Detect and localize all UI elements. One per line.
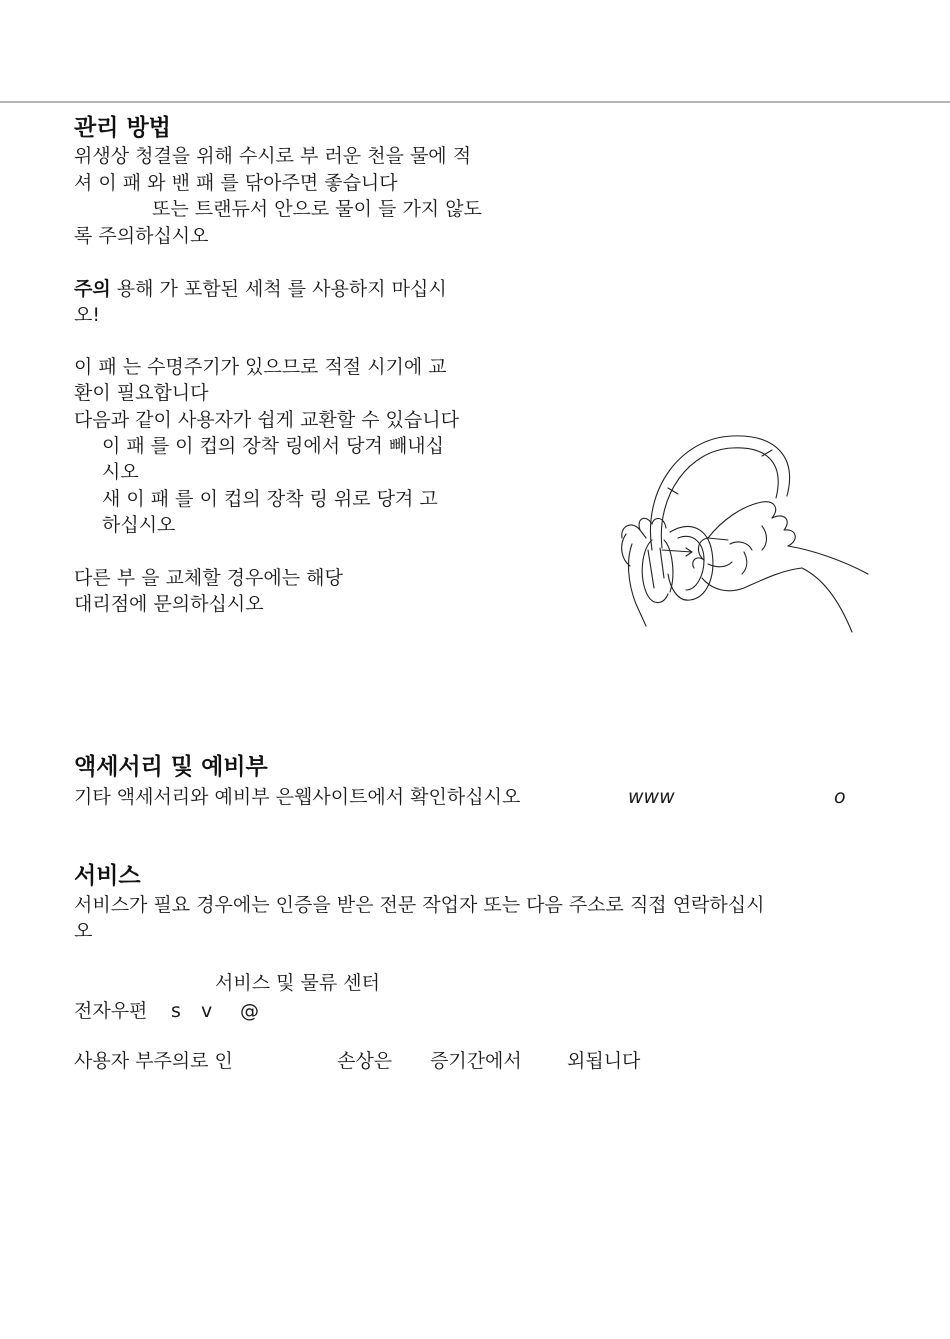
email-at-sign: @ bbox=[240, 1000, 259, 1022]
service-line-2: 오 bbox=[74, 920, 93, 942]
email-fragment-v: v bbox=[201, 1000, 213, 1022]
care-line-2: 셔 이 패 와 밴 패 를 닦아주면 좋습니다 bbox=[74, 172, 398, 194]
care-line-4: 록 주의하십시오 bbox=[74, 225, 209, 247]
headphones-ear-pad-replacement-illustration bbox=[612, 428, 874, 633]
lifespan-line-1: 이 패 는 수명주기가 있으므로 적절 시기에 교 bbox=[74, 356, 447, 378]
care-line-1: 위생상 청결을 위해 수시로 부 러운 천을 물에 적 bbox=[74, 145, 472, 167]
website-link[interactable]: www bbox=[628, 786, 675, 808]
lifespan-line-2: 환이 필요합니다 bbox=[74, 382, 209, 404]
warranty-part-1: 사용자 부주의로 인 bbox=[74, 1050, 233, 1072]
warranty-part-4: 외됩니다 bbox=[567, 1050, 641, 1072]
care-heading: 관리 방법 bbox=[74, 115, 171, 141]
service-heading: 서비스 bbox=[74, 863, 141, 889]
service-line-1: 서비스가 필요 경우에는 인증을 받은 전문 작업자 또는 다음 주소로 직접 연락하십시 bbox=[74, 894, 765, 916]
care-line-3: 또는 트랜듀서 안으로 물이 들 가지 않도 bbox=[152, 198, 482, 220]
email-label: 전자우편 bbox=[74, 1000, 148, 1022]
caution-text: 용해 가 포함된 세척 를 사용하지 마십시 bbox=[116, 278, 447, 300]
caution-label: 주의 bbox=[74, 278, 111, 300]
replace-intro: 다음과 같이 사용자가 쉽게 교환할 수 있습니다 bbox=[74, 409, 459, 431]
email-fragment-s: s bbox=[171, 1000, 181, 1022]
service-center-name: 서비스 및 물류 센터 bbox=[215, 972, 380, 994]
step-2-line-1: 새 이 패 를 이 컵의 장착 링 위로 당겨 고 bbox=[102, 488, 438, 510]
accessories-text: 기타 액세서리와 예비부 은웹사이트에서 확인하십시오 bbox=[74, 786, 521, 808]
step-2-line-2: 하십시오 bbox=[102, 514, 176, 536]
other-parts-line-1: 다른 부 을 교체할 경우에는 해당 bbox=[74, 567, 343, 589]
warranty-part-2: 손상은 bbox=[337, 1050, 393, 1072]
header-divider bbox=[0, 101, 950, 103]
warranty-part-3: 증기간에서 bbox=[430, 1050, 522, 1072]
website-link-end: o bbox=[834, 786, 846, 808]
caution-line-2: 오! bbox=[74, 304, 100, 326]
step-1-line-2: 시오 bbox=[102, 461, 139, 483]
accessories-heading: 액세서리 및 예비부 bbox=[74, 754, 268, 780]
caution-line-1 bbox=[74, 276, 447, 303]
other-parts-line-2: 대리점에 문의하십시오 bbox=[74, 593, 264, 615]
step-1-line-1: 이 패 를 이 컵의 장착 링에서 당겨 빼내십 bbox=[102, 435, 444, 457]
